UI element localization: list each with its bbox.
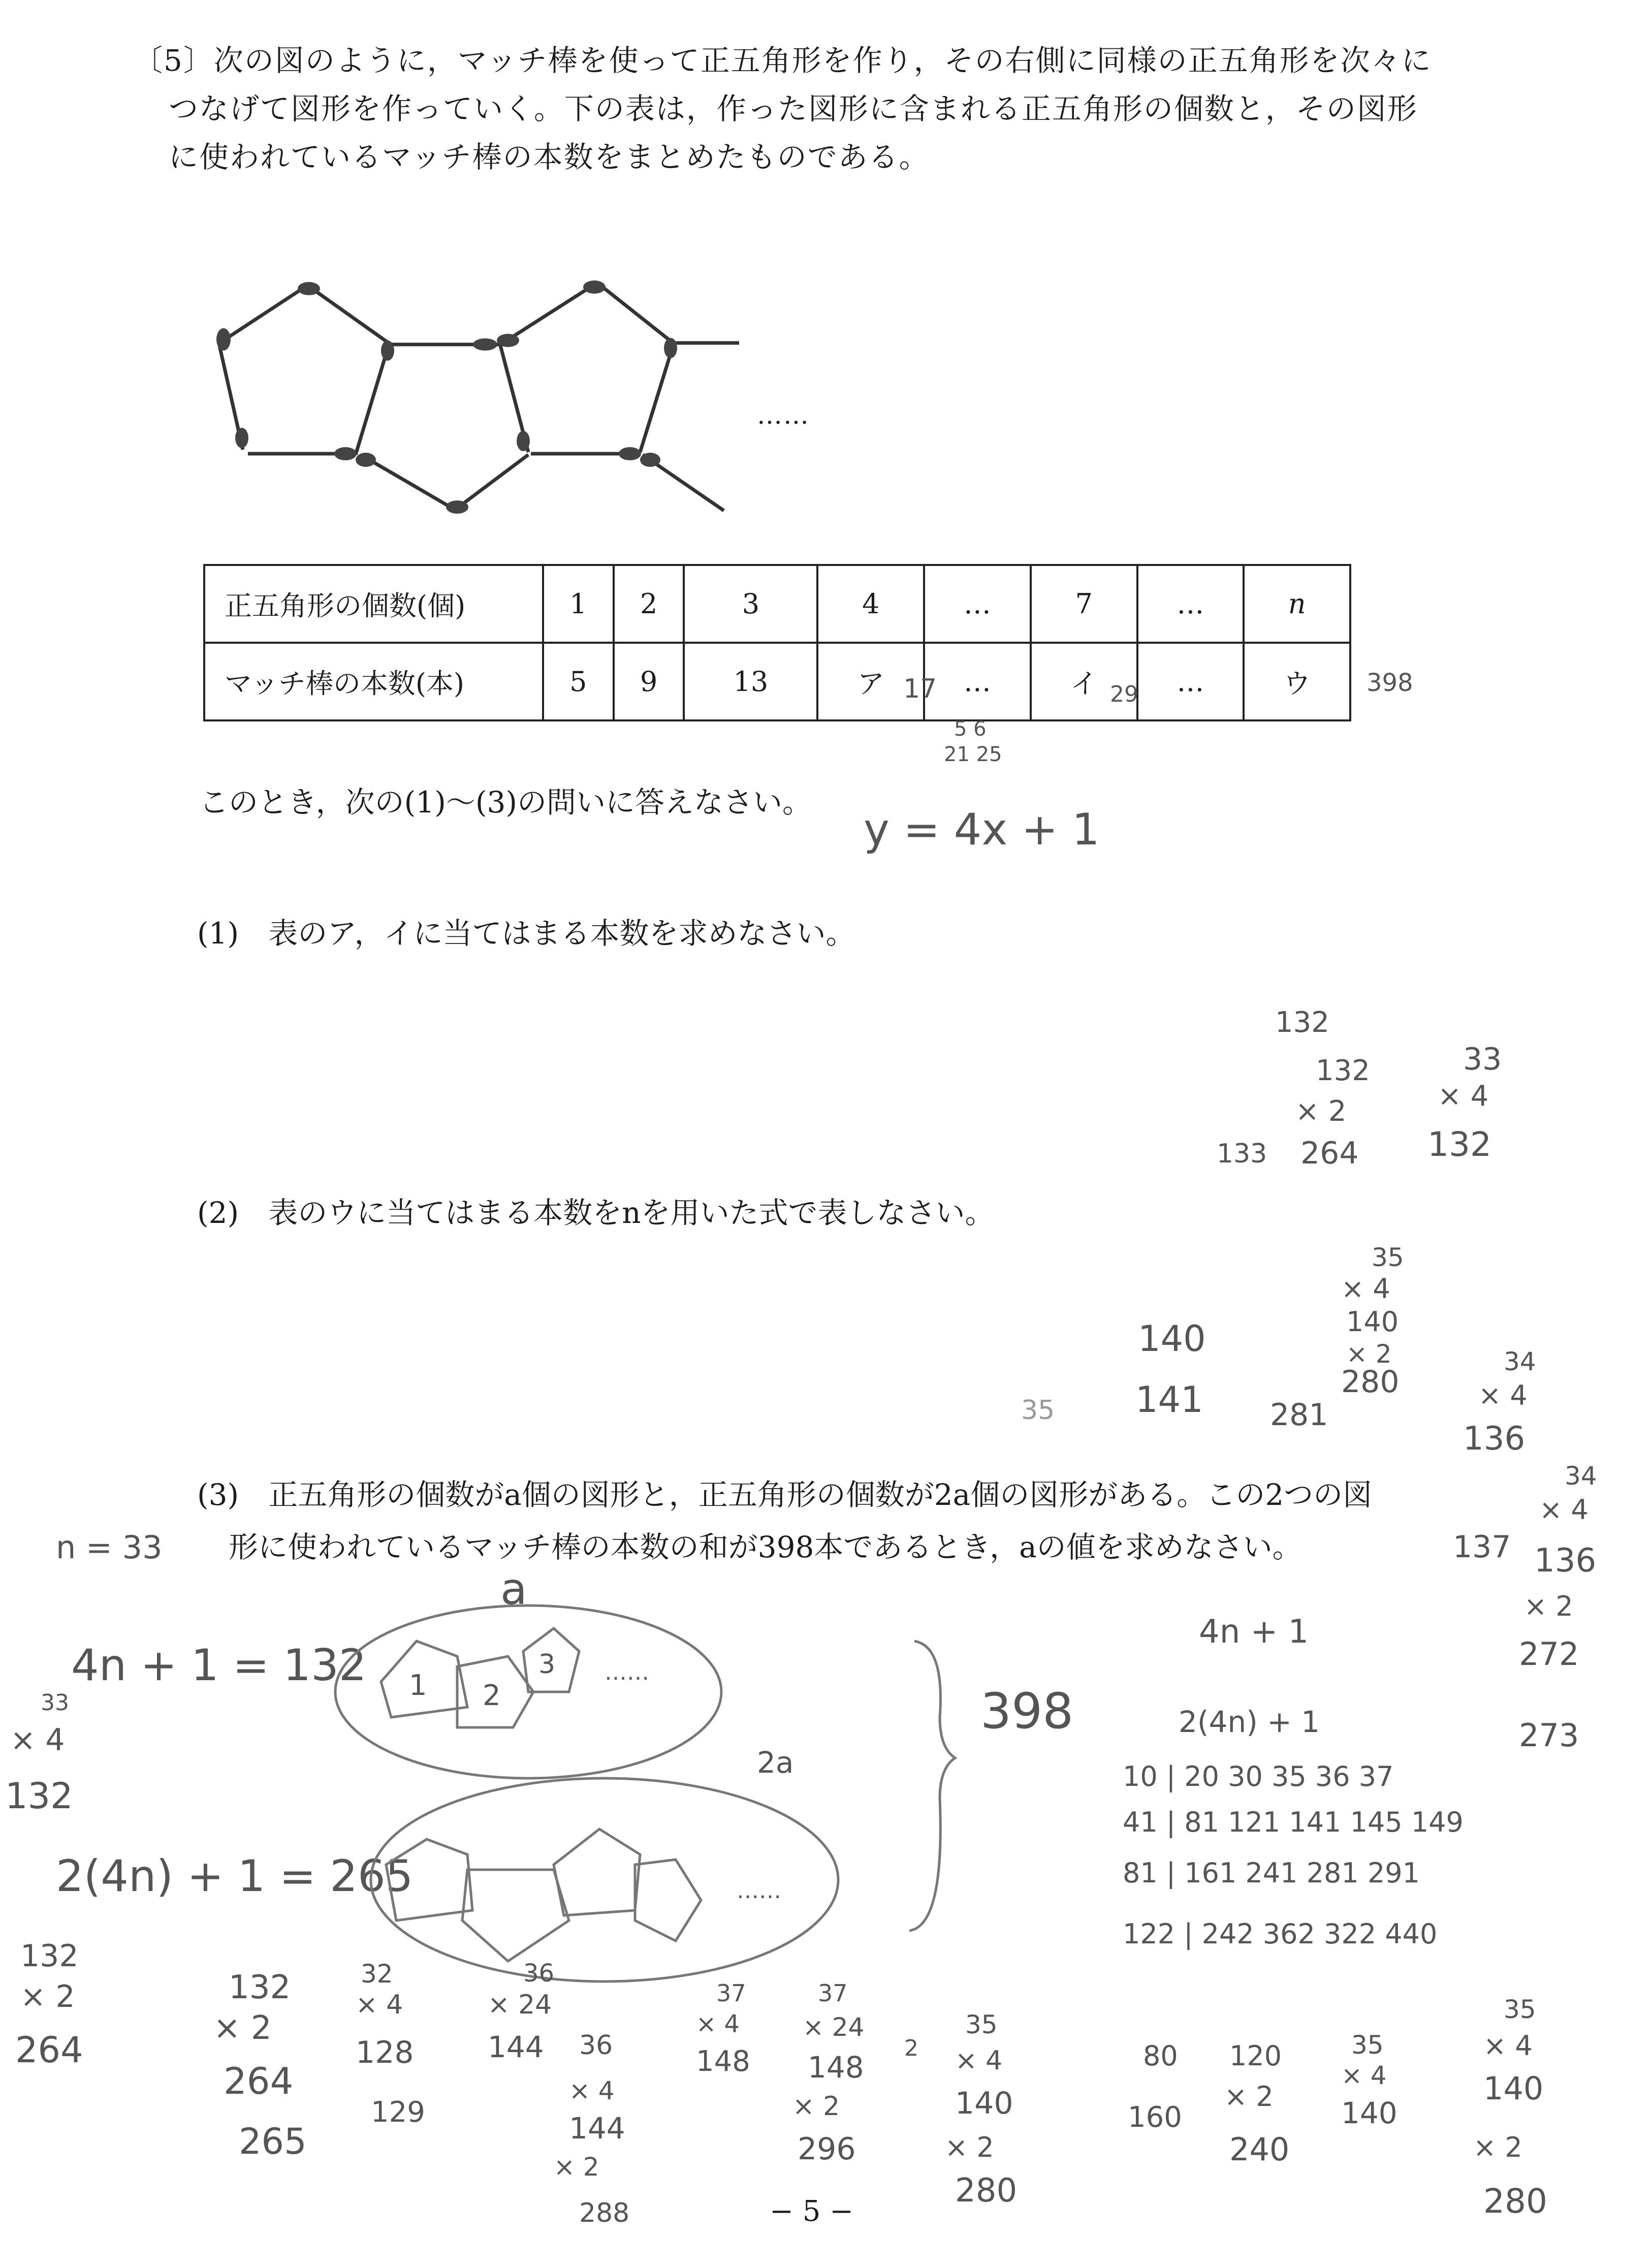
hand-calc: 35 [965,2010,998,2039]
hand-calc: 33 [41,1690,69,1716]
hand-calc: 288 [579,2198,630,2228]
hand-calc: 160 [1128,2101,1182,2134]
hand-calc: 140 [1346,1306,1399,1338]
hand-grid-row: 10 | 20 30 35 36 37 [1123,1760,1394,1792]
hand-calc: × 2 [1473,2131,1522,2163]
table-cell: … [1137,643,1244,720]
hand-calc: × 4 [1483,2030,1533,2062]
hand-calc: 140 [1483,2070,1544,2107]
hand-calc: 264 [224,2060,294,2102]
hand-calc: 35 [1351,2030,1384,2060]
hand-calc: 132 [20,1938,79,1974]
intro-line-2: つなげて図形を作っていく。下の表は，作った図形に含まれる正五角形の個数と，その図形 [169,91,1418,126]
hand-calc: 281 [1270,1397,1328,1433]
table-cell: 3 [684,565,817,643]
question-3-line-2: 形に使われているマッチ棒の本数の和が398本であるとき，aの値を求めなさい。 [229,1530,1302,1564]
hand-calc: 128 [356,2035,414,2070]
hand-calc: × 24 [488,1990,552,2020]
hand-calc: × 2 [1524,1590,1573,1622]
hand-calc: 240 [1229,2131,1290,2168]
problem-number: 〔5〕 [133,43,214,78]
hand-calc: 137 [1453,1529,1511,1565]
table-header-matches: マッチ棒の本数(本) [204,643,543,720]
hand-calc: 37 [716,1979,746,2007]
hand-pentagon-number: 2 [483,1679,501,1712]
intro-line-1: 〔5〕次の図のように，マッチ棒を使って正五角形を作り，その右側に同様の正五角形を次々に [133,43,1432,78]
hand-n-value: n = 33 [56,1529,163,1566]
hand-calc: × 2 [945,2131,994,2163]
table-cell-blank-i: イ [1031,643,1137,720]
hand-calc: × 4 [569,2076,615,2105]
sketch-pentagon [554,1829,640,1915]
table-cell: … [924,643,1031,720]
page-number: − 5 − [770,2195,854,2228]
hand-calc: 34 [1504,1347,1536,1376]
hand-calc: 35 [1504,1995,1536,2024]
hand-calc: × 2 [213,2009,272,2047]
hand-grid-row: 41 | 81 121 141 145 149 [1123,1806,1464,1838]
hand-calc: × 2 [792,2091,840,2122]
hand-calc: × 4 [955,2045,1003,2076]
hand-calc: 35 [1021,1395,1055,1426]
hand-calc: × 4 [1341,2061,1387,2090]
hand-calc: 141 [1135,1379,1203,1421]
hand-calc: 36 [579,2030,613,2061]
hand-calc: 264 [1300,1136,1359,1171]
hand-calc: 129 [371,2096,425,2129]
sketch-pentagon [635,1860,701,1941]
hand-sum-398: 398 [980,1683,1074,1740]
hand-equation-2: 2(4n) + 1 = 265 [56,1851,414,1902]
hand-calc: 280 [955,2172,1018,2210]
table-cell-blank-a: ア [817,643,924,720]
hand-calc: 272 [1519,1635,1579,1673]
hand-pentagon-number: 1 [409,1669,427,1702]
hand-calc: 273 [1519,1717,1579,1754]
hand-label-a: a [500,1564,527,1615]
hand-calc: 132 [1427,1125,1491,1164]
hand-note: 5 6 [954,717,987,741]
hand-equation-1: 4n + 1 = 132 [71,1640,367,1691]
question-3: (3) 正五角形の個数がa個の図形と，正五角形の個数が2a個の図形がある。この2つの図 [197,1477,1373,1512]
hand-dots: …… [605,1659,649,1685]
hand-calc: × 2 [20,1979,75,2015]
hand-calc: × 4 [696,2010,740,2038]
question-2: (2) 表のウに当てはまる本数をnを用いた式で表しなさい。 [197,1195,995,1230]
hand-calc: 80 [1143,2040,1178,2072]
sketch-pentagon [386,1839,472,1921]
hand-formula: y = 4x + 1 [864,804,1100,855]
hand-calc: × 4 [1341,1273,1390,1305]
hand-calc: 280 [1483,2182,1547,2221]
hand-calc: 140 [1138,1318,1206,1360]
instruction: このとき，次の(1)〜(3)の問いに答えなさい。 [199,785,812,820]
hand-calc: 140 [955,2086,1013,2121]
table-cell: 4 [817,565,924,643]
hand-calc: × 4 [356,1990,403,2020]
sketch-brace [909,1641,955,1931]
intro-line-3: に使われているマッチ棒の本数をまとめたものである。 [169,140,930,174]
hand-dots: …… [737,1878,781,1904]
hand-calc: 265 [239,2121,307,2162]
hand-note: 21 25 [944,743,1002,766]
table-cell: 1 [543,565,614,643]
hand-calc: 33 [1463,1042,1502,1077]
hand-calc: 136 [1534,1542,1597,1580]
table-cell: … [1137,565,1244,643]
table-cell: 2 [614,565,684,643]
table-cell: 7 [1031,565,1137,643]
table-cell: 9 [614,643,684,720]
hand-calc: 132 [5,1775,73,1817]
hand-calc: × 2 [1346,1339,1392,1369]
hand-expression: 4n + 1 [1199,1613,1309,1651]
figure-ellipsis: …… [757,400,810,430]
hand-calc: 132 [229,1969,291,2006]
hand-calc: × 4 [1539,1494,1589,1526]
hand-calc: 144 [569,2111,625,2146]
table-cell: 13 [684,643,817,720]
question-1: (1) 表のア，イに当てはまる本数を求めなさい。 [197,916,855,951]
hand-i-value: 29 [1110,681,1138,707]
hand-expression: 2(4n) + 1 [1179,1705,1320,1739]
hand-calc: 36 [523,1959,555,1988]
hand-a-value: 17 [903,674,937,704]
hand-calc: 296 [798,2131,856,2167]
hand-grid-row: 122 | 242 362 322 440 [1123,1918,1438,1950]
hand-calc: 132 [1275,1006,1329,1039]
hand-u-value: 398 [1367,669,1413,697]
sketch-pentagon [462,1870,569,1961]
hand-calc: × 24 [803,2012,865,2042]
hand-calc: × 4 [10,1722,65,1758]
hand-calc: 34 [1565,1461,1597,1491]
hand-calc: × 2 [1224,2081,1274,2113]
hand-calc: × 2 [554,2152,599,2182]
hand-calc: 140 [1341,2096,1397,2130]
hand-calc: 280 [1341,1364,1400,1400]
hand-calc: 148 [808,2050,864,2085]
hand-calc: × 4 [1438,1080,1489,1113]
hand-label-2a: 2a [757,1745,794,1780]
hand-calc: 144 [488,2030,544,2064]
hand-calc: 120 [1229,2040,1282,2072]
hand-pentagon-number: 3 [538,1649,556,1680]
hand-calc: 136 [1463,1420,1526,1458]
hand-calc: × 4 [1478,1379,1528,1411]
table-cell: n [1244,565,1350,643]
hand-calc: 264 [15,2029,83,2071]
hand-calc: 148 [696,2045,750,2078]
hand-calc: 132 [1316,1054,1370,1087]
hand-calc: × 2 [1295,1095,1347,1128]
hand-calc: 35 [1372,1243,1404,1272]
hand-calc: 2 [904,2035,918,2061]
table-cell-blank-u: ウ [1244,643,1350,720]
table-cell: 5 [543,643,614,720]
table-cell: … [924,565,1031,643]
hand-calc: 133 [1217,1139,1267,1169]
hand-calc: 37 [818,1979,848,2007]
table-header-pentagons: 正五角形の個数(個) [204,565,543,643]
hand-calc: 32 [361,1959,393,1989]
hand-grid-row: 81 | 161 241 281 291 [1123,1857,1420,1889]
